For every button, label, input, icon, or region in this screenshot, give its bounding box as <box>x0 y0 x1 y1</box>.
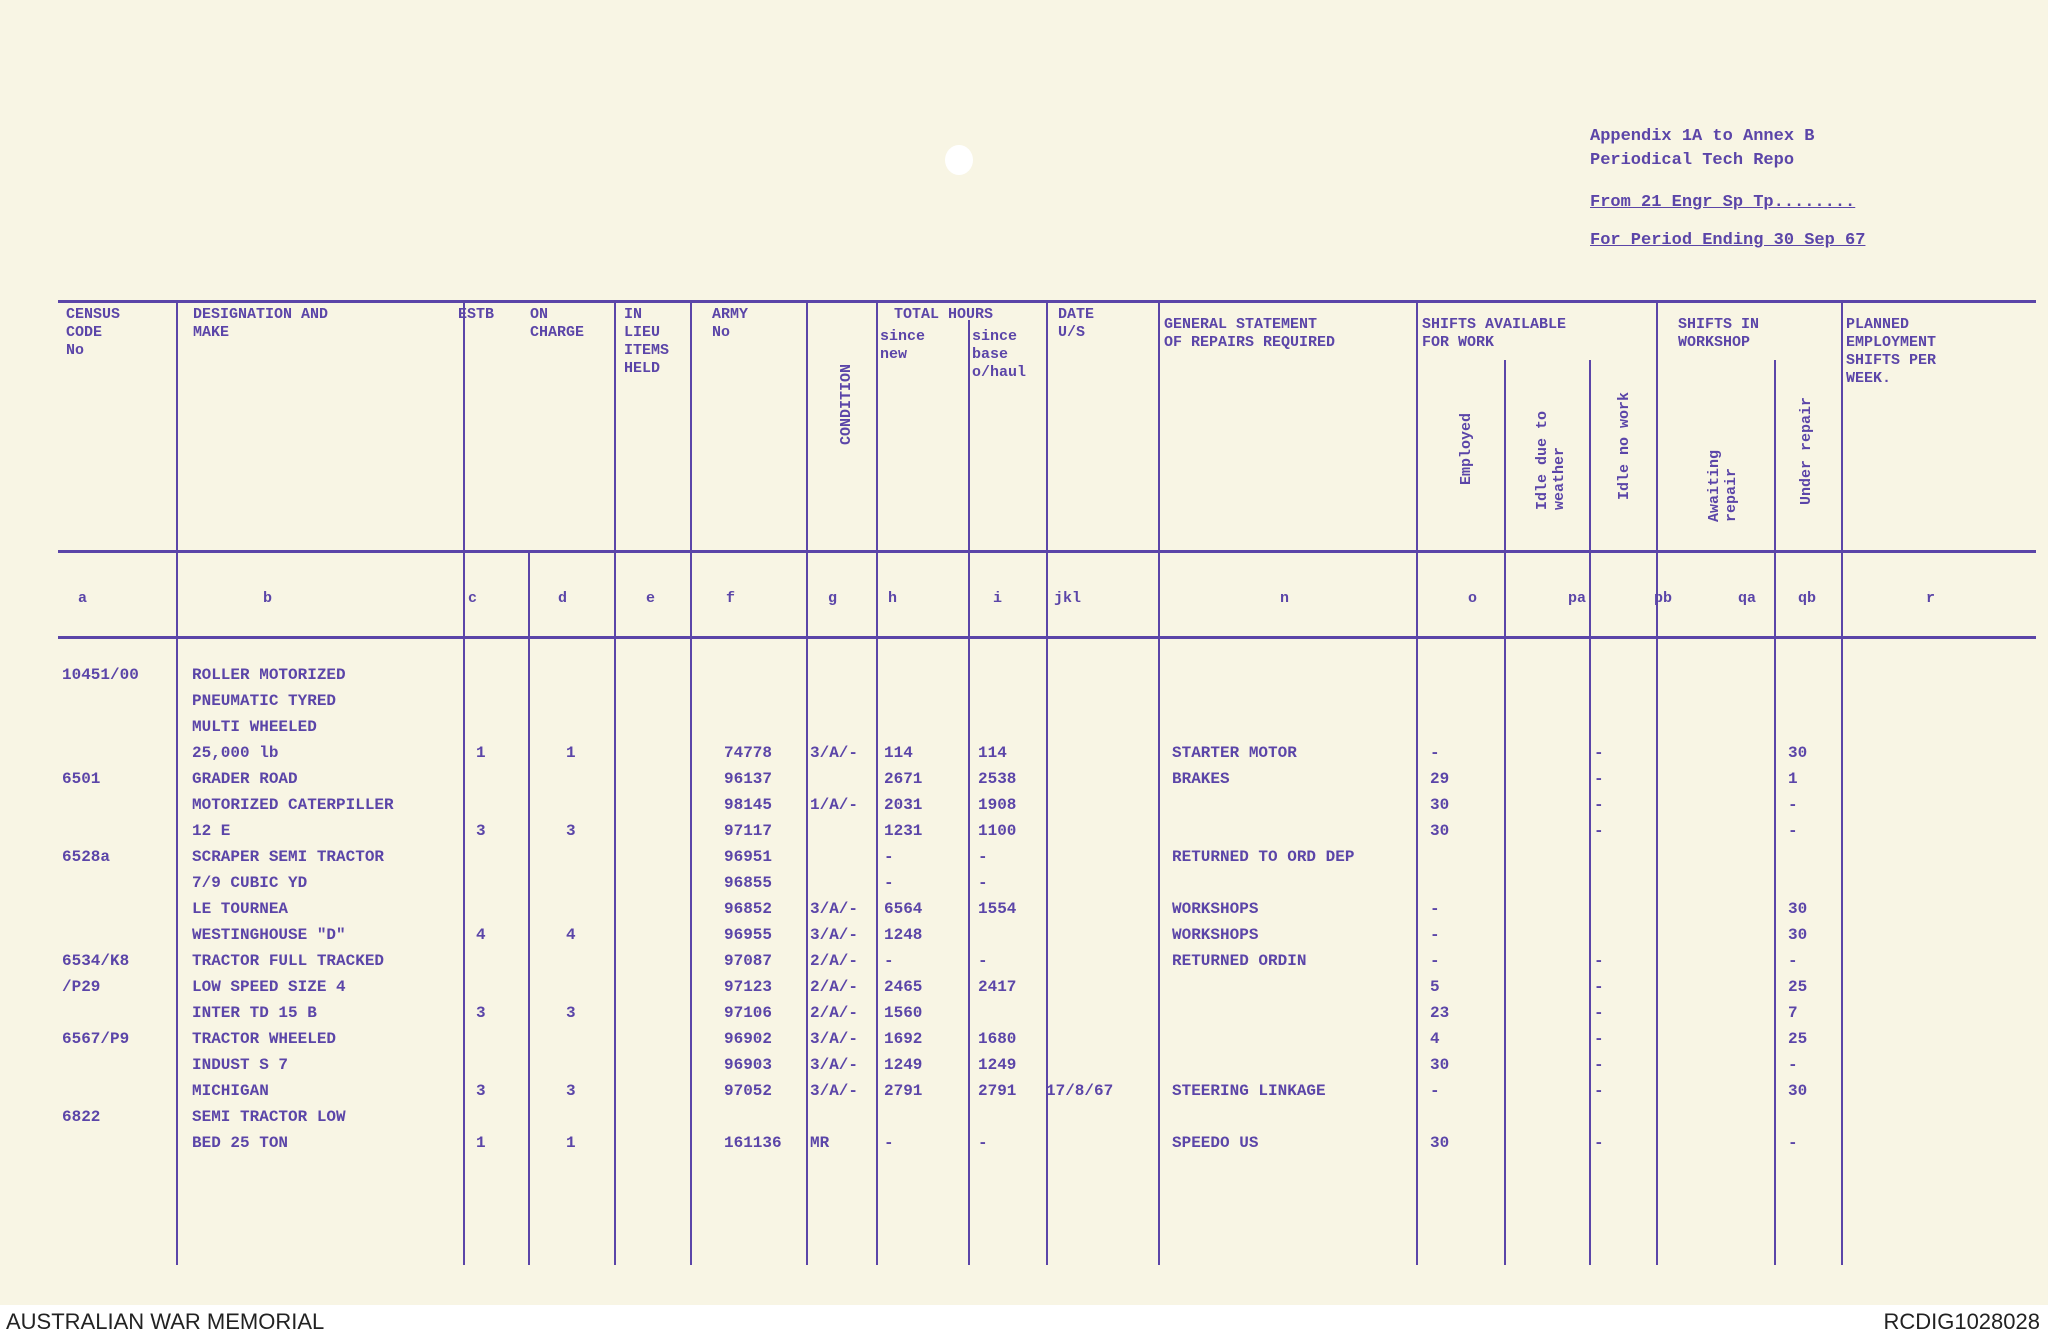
col-letter: qb <box>1798 590 1817 607</box>
date-us-column: 17/8/67 <box>1046 1082 1114 1100</box>
col-letter: e <box>646 590 656 607</box>
col-letter: i <box>993 590 1003 607</box>
col-divider <box>876 300 878 1265</box>
estb-column: 1 3 4 3 3 1 <box>476 744 486 1152</box>
header-on-charge: ON CHARGE <box>530 306 585 341</box>
col-divider <box>463 300 465 1265</box>
col-letter: pa <box>1568 590 1587 607</box>
col-divider <box>806 300 808 1265</box>
document-header <box>1590 125 1865 253</box>
col-divider <box>1589 360 1591 1265</box>
col-divider <box>176 300 178 1265</box>
condition-column: 3/A/- 1/A/- 3/A/- 3/A/- 2/A/- 2/A/- 2/A/- 3/A/- 3/A/- 3/A/- MR <box>810 744 859 1152</box>
header-since-new: since new <box>880 328 926 363</box>
designation-column: ROLLER MOTORIZED PNEUMATIC TYRED MULTI WHEELED 25,000 lb GRADER ROAD MOTORIZED CATERPILLER 12 E SCRAPER SEMI TRACTOR 7/9 CUBIC YD LE TOURNEA WESTINGHOUSE "D" TRACTOR FULL TRACKED LOW SPEED SIZE 4 INTER TD 15 B TRACTOR WHEELED INDUST S 7 MICHIGAN SEMI TRACTOR LOW BED 25 TON <box>192 666 394 1152</box>
header-awaiting-repair: Awaiting repair <box>1706 449 1740 522</box>
col-letter: g <box>828 590 838 607</box>
employed-column: - 29 30 30 - - - 5 23 4 30 - 30 <box>1430 744 1450 1152</box>
archive-footer <box>0 1305 2048 1340</box>
col-divider <box>690 300 692 1265</box>
header-estb: ESTB <box>458 306 495 323</box>
general-statement-column: STARTER MOTOR BRAKES RETURNED TO ORD DEP WORKSHOPS WORKSHOPS RETURNED ORDIN STEERING LINKAGE SPEEDO US <box>1172 744 1355 1152</box>
col-divider <box>1774 360 1776 1265</box>
census-code-column: 10451/00 6501 6528a 6534/K8 /P29 6567/P9 6822 <box>62 666 139 1126</box>
col-letter: pb <box>1654 590 1673 607</box>
col-letter: a <box>78 590 88 607</box>
header-condition: CONDITION <box>838 363 855 445</box>
col-divider <box>1841 300 1843 1265</box>
header-planned-employment: PLANNED EMPLOYMENT SHIFTS PER WEEK. <box>1846 316 1937 387</box>
header-date-us: DATE U/S <box>1058 306 1095 341</box>
header-employed: Employed <box>1458 412 1475 485</box>
since-new-column: 114 2671 2031 1231 - - 6564 1248 - 2465 1560 1692 1249 2791 - <box>884 744 923 1152</box>
appendix-ref: Appendix 1A to Annex B <box>1590 127 1815 146</box>
col-divider <box>1416 300 1418 1265</box>
archive-name: AUSTRALIAN WAR MEMORIAL <box>6 1309 325 1334</box>
equipment-table <box>58 300 2036 1265</box>
under-repair-column: 30 1 - - 30 30 - 25 7 25 - 30 - <box>1788 744 1808 1152</box>
col-letter: o <box>1468 590 1478 607</box>
col-divider <box>1656 300 1658 1265</box>
col-divider <box>614 300 616 1265</box>
header-shifts-workshop: SHIFTS IN WORKSHOP <box>1678 316 1760 351</box>
idle-weather-column: - - - - - - - - - - - <box>1594 744 1604 1152</box>
header-army-no: ARMY No <box>712 306 749 341</box>
header-general-statement: GENERAL STATEMENT OF REPAIRS REQUIRED <box>1164 316 1336 351</box>
col-letter: jkl <box>1054 590 1082 607</box>
col-letter: n <box>1280 590 1290 607</box>
col-letter: r <box>1926 590 1936 607</box>
header-shifts-available: SHIFTS AVAILABLE FOR WORK <box>1422 316 1567 351</box>
archive-reference: RCDIG1028028 <box>1883 1309 2040 1334</box>
army-no-column: 74778 96137 98145 97117 96951 96855 96852 96955 97087 97123 97106 96902 96903 97052 161136 <box>724 744 782 1152</box>
col-divider <box>528 550 530 1265</box>
col-letter: b <box>263 590 273 607</box>
on-charge-column: 1 3 4 3 3 1 <box>566 744 576 1152</box>
header-census-code: CENSUS CODE No <box>66 306 121 359</box>
col-letter: h <box>888 590 898 607</box>
punch-hole <box>945 145 973 175</box>
col-letter: qa <box>1738 590 1757 607</box>
header-under-repair: Under repair <box>1798 396 1815 505</box>
header-total-hours: TOTAL HOURS <box>894 306 994 323</box>
header-idle-no-work: Idle no work <box>1616 391 1633 500</box>
col-letter: d <box>558 590 568 607</box>
col-divider <box>968 320 970 1265</box>
report-title: Periodical Tech Repo <box>1590 151 1795 170</box>
header-idle-weather: Idle due to weather <box>1534 410 1568 510</box>
col-letter: f <box>726 590 736 607</box>
col-divider <box>1158 300 1160 1265</box>
col-letter: c <box>468 590 478 607</box>
from-unit: From 21 Engr Sp Tp........ <box>1590 193 1856 212</box>
since-base-column: 114 2538 1908 1100 - - 1554 - 2417 1680 1249 2791 - <box>978 744 1017 1152</box>
header-since-base: since base o/haul <box>972 328 1027 381</box>
period-ending: For Period Ending 30 Sep 67 <box>1590 231 1866 250</box>
header-designation: DESIGNATION AND MAKE <box>193 306 329 341</box>
col-divider <box>1504 360 1506 1265</box>
header-in-lieu: IN LIEU ITEMS HELD <box>624 306 670 377</box>
